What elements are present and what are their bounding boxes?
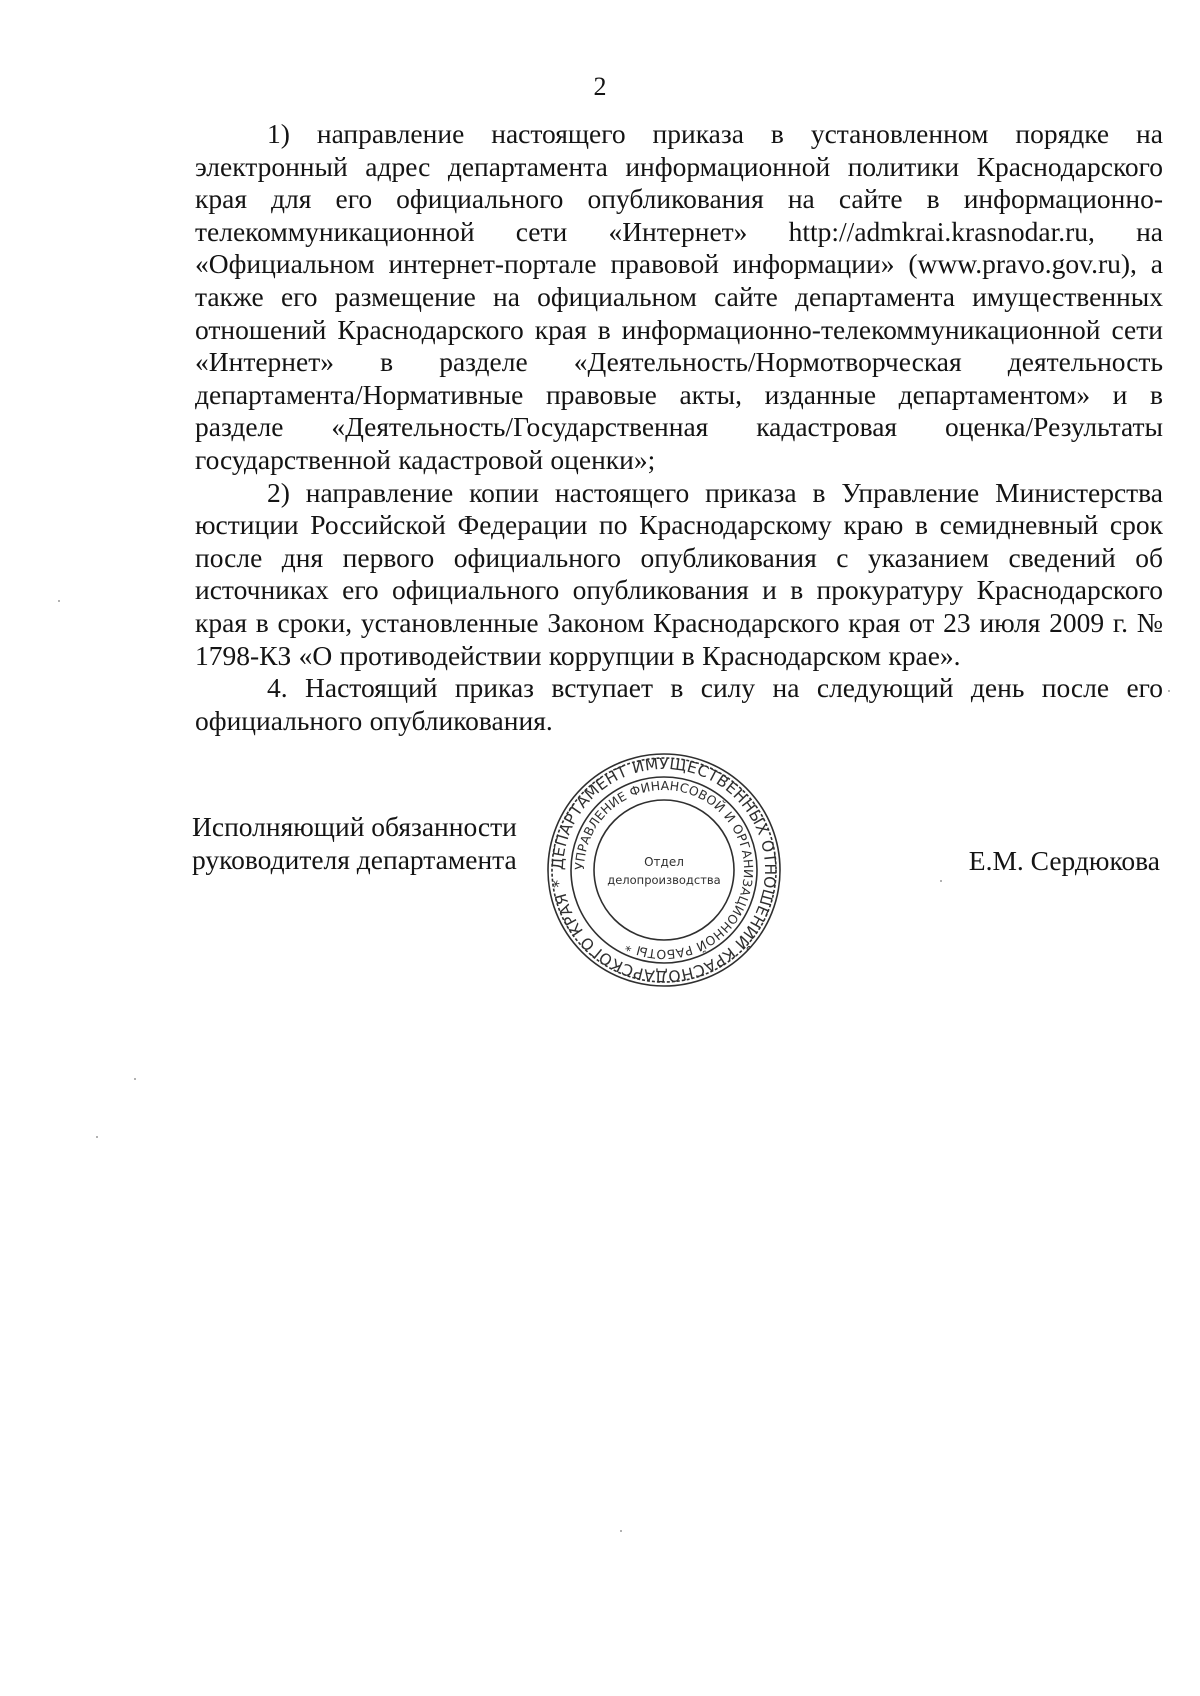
page-number: 2 xyxy=(593,72,607,101)
signatory-name: Е.М. Сердюкова xyxy=(968,845,1160,876)
paragraph-item-1: 1) направление настоящего приказа в установленном порядке на электронный адрес департамента информационной политики Краснодарского края для его официального опубликования на сайте в информационно-телекоммуникационной сети «Интернет» http://admkrai.krasnodar.ru, на «Официальном интернет-портале правовой информации» (www.pravo.gov.ru), а также его размещение на официальном сайте департамента имущественных отношений Краснодарского края в информационно-телекоммуникационной сети «Интернет» в разделе «Деятельность/Нормотворческая деятельность департамента/Нормативные правовые акты, изданные департаментом» и в разделе «Деятельность/Государственная кадастровая оценка/Результаты государственной кадастровой оценки»; xyxy=(195,118,1163,475)
paragraph-item-2: 2) направление копии настоящего приказа в Управление Министерства юстиции Российской Федерации по Краснодарскому краю в семидневный срок после дня первого официального опубликования с указанием сведений об источниках его официального опубликования и в прокуратуру Краснодарского края в сроки, установленные Законом Краснодарского края от 23 июля 2009 г. № 1798-КЗ «О противодействии коррупции в Краснодарском крае». xyxy=(195,476,1163,671)
paragraph-item-4: 4. Настоящий приказ вступает в силу на следующий день после его официального опубликования. xyxy=(195,672,1163,736)
stamp-outer-text-path: ДЕПАРТАМЕНТ ИМУЩЕСТВЕННЫХ ОТНОШЕНИЙ КРАСНОДАРСКОГО КРАЯ * xyxy=(548,754,780,986)
signatory-position-line-2: руководителя департамента xyxy=(192,844,517,875)
stamp-inner-ring xyxy=(594,800,734,940)
stamp-center-line-1: Отдел xyxy=(644,855,684,869)
document-body xyxy=(195,118,1163,737)
stamp-center-line-2: делопроизводства xyxy=(607,873,721,887)
stamp-inner-text-path: УПРАВЛЕНИЕ ФИНАНСОВОЙ И ОРГАНИЗАЦИОННОЙ РАБОТЫ * xyxy=(571,777,757,963)
scan-speck xyxy=(1168,690,1170,692)
official-stamp xyxy=(546,752,782,988)
stamp-inner-text xyxy=(572,778,756,962)
signatory-position xyxy=(192,810,517,876)
scan-speck xyxy=(134,1078,136,1080)
scan-speck xyxy=(96,1136,98,1138)
scan-speck xyxy=(58,600,60,602)
scan-speck xyxy=(940,880,942,882)
scan-speck xyxy=(620,1530,622,1532)
signatory-position-line-1: Исполняющий обязанности xyxy=(192,811,517,842)
